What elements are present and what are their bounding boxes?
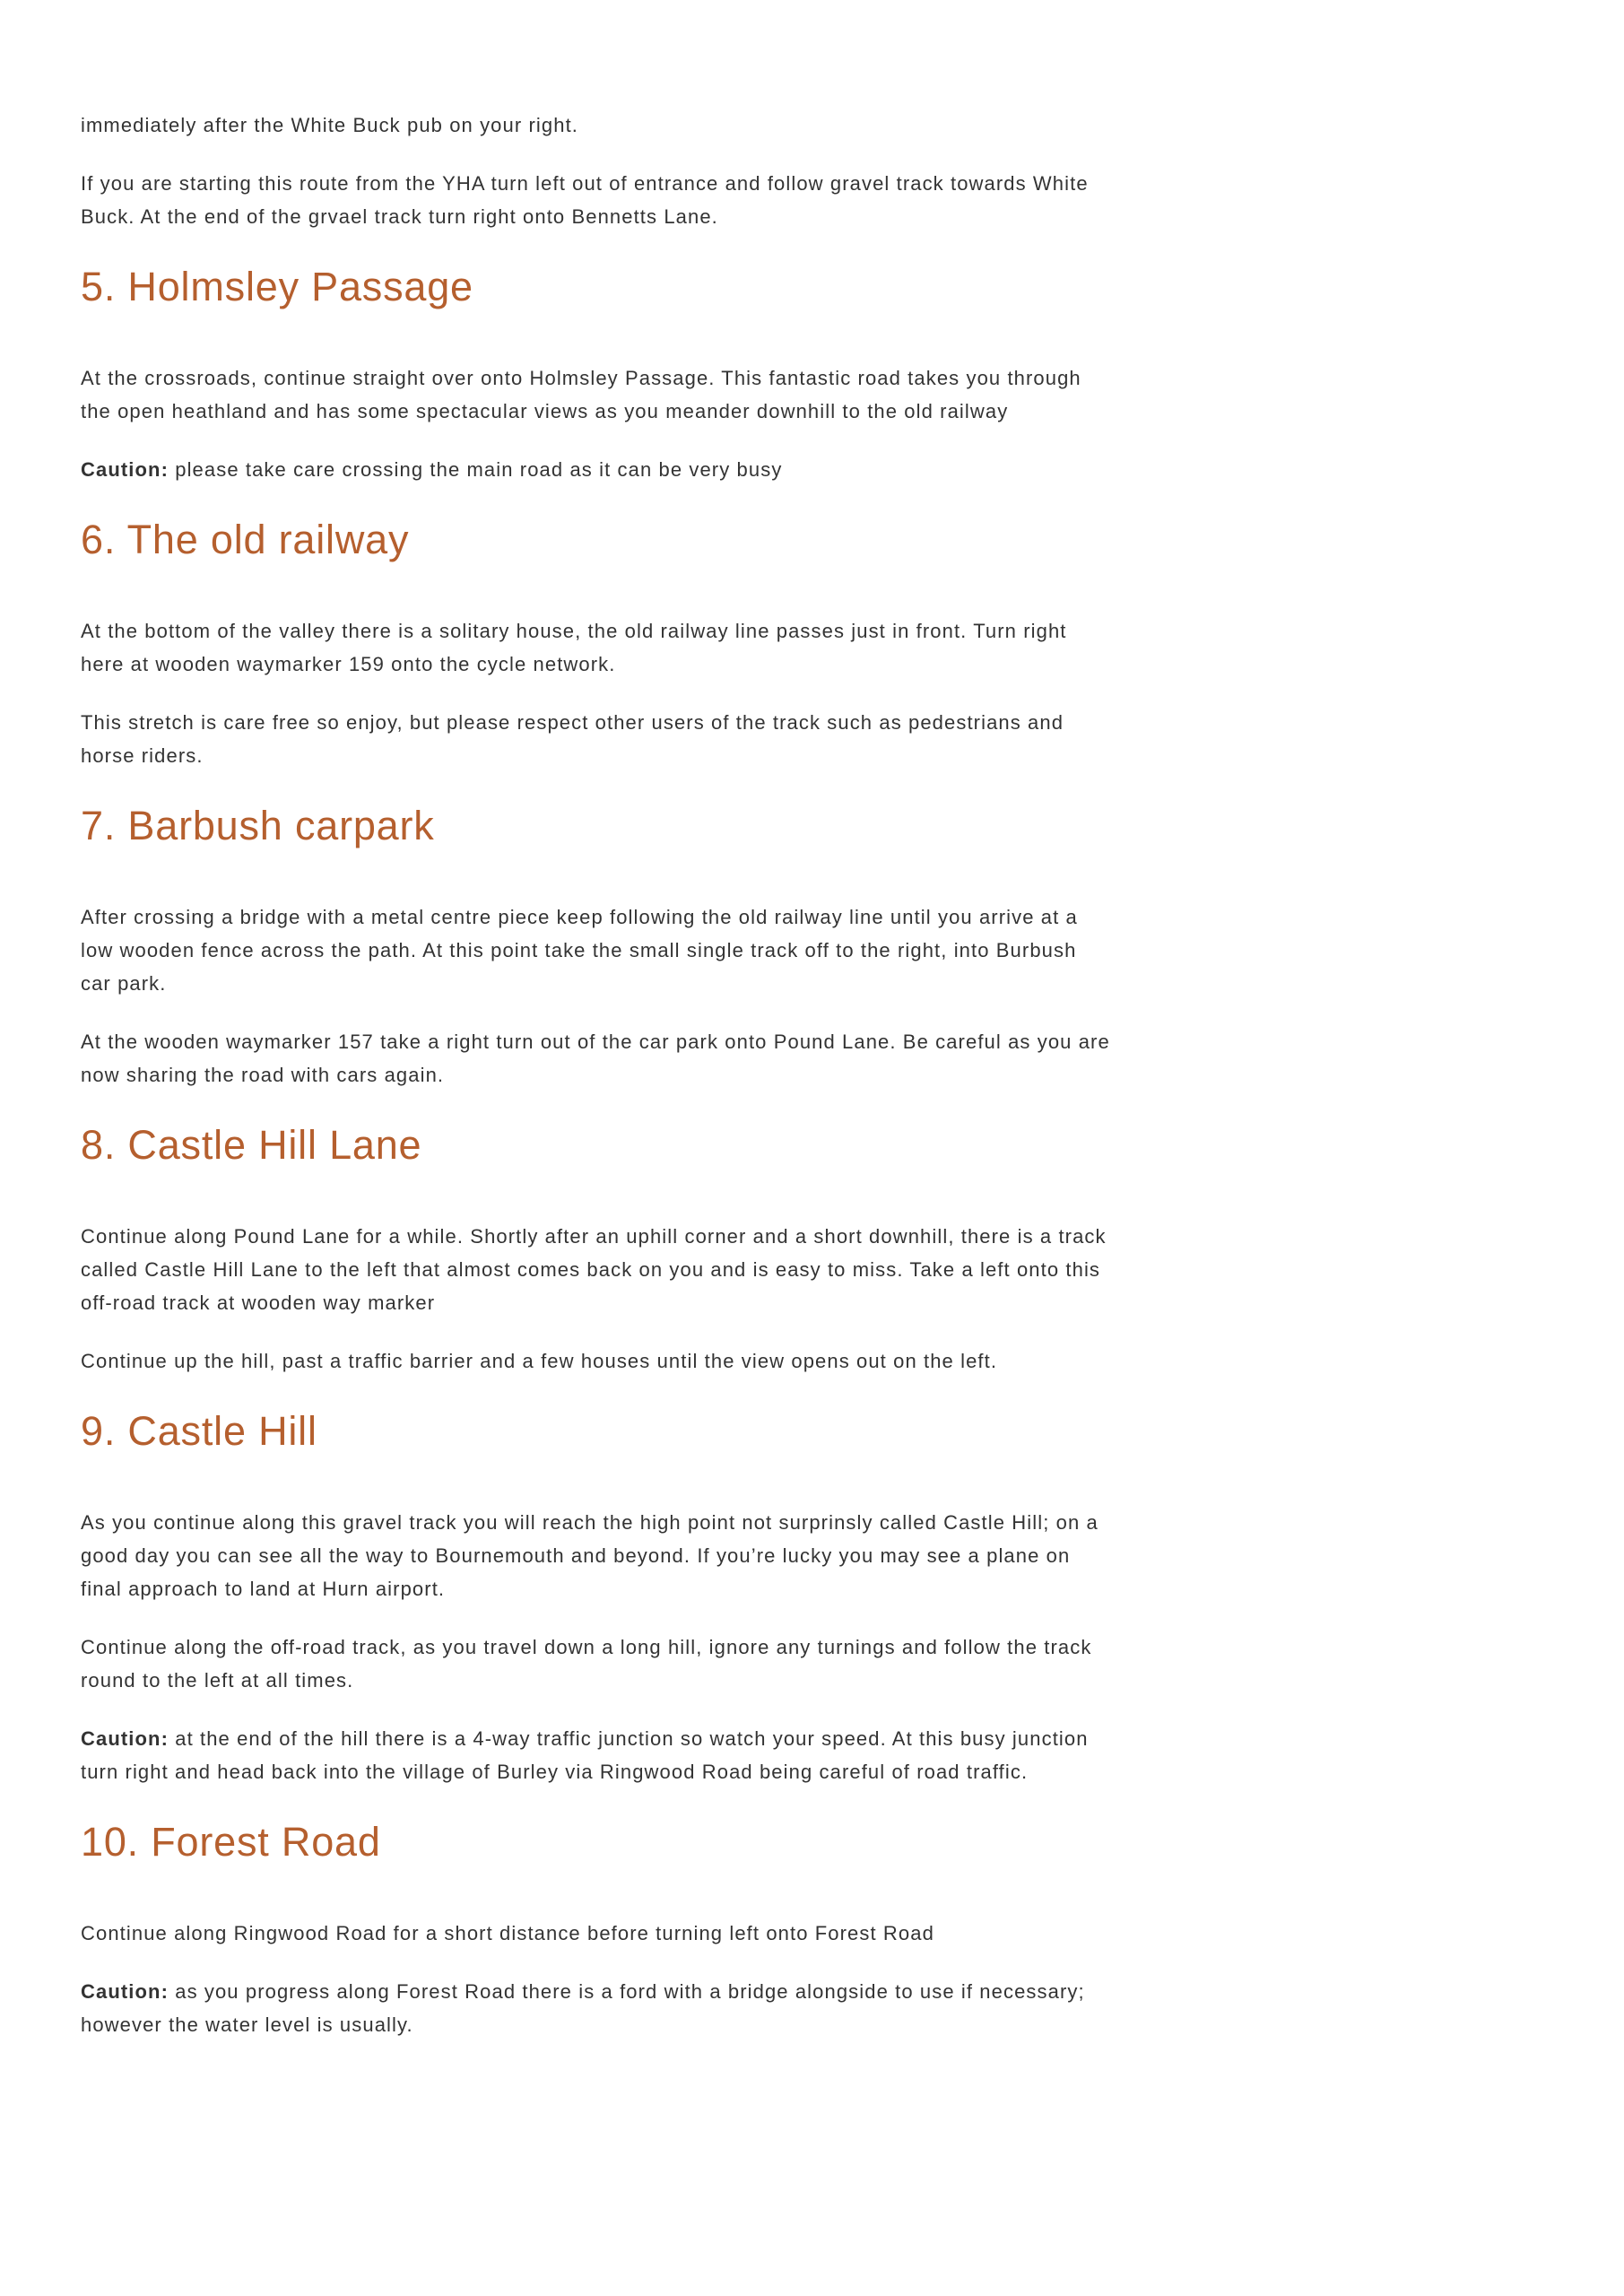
- paragraph-text: Continue up the hill, past a traffic barrier and a few houses until the view opens out on the left.: [81, 1350, 998, 1372]
- document-content: [81, 109, 1112, 2041]
- section-heading: 5. Holmsley Passage: [81, 264, 473, 309]
- section-heading: 8. Castle Hill Lane: [81, 1122, 422, 1168]
- section-heading: 6. The old railway: [81, 517, 410, 562]
- paragraph-text: immediately after the White Buck pub on your right.: [81, 114, 578, 136]
- caution-paragraph: [81, 1722, 1112, 1788]
- paragraph: [81, 1025, 1112, 1091]
- section-heading: 10. Forest Road: [81, 1819, 381, 1865]
- intro-paragraph: [81, 167, 1112, 233]
- paragraph-text: Continue along the off-road track, as you travel down a long hill, ignore any turnings and follow the track round to the left at all times.: [81, 1636, 1092, 1692]
- paragraph: [81, 361, 1112, 428]
- paragraph: [81, 1220, 1112, 1319]
- section-the-old-railway: [81, 516, 1112, 772]
- section-heading: 9. Castle Hill: [81, 1408, 317, 1454]
- section-forest-road: [81, 1818, 1112, 2041]
- section-castle-hill-lane: [81, 1121, 1112, 1378]
- paragraph-text: At the bottom of the valley there is a solitary house, the old railway line passes just in front. Turn right here at wooden waymarker 159 onto the cycle network.: [81, 620, 1067, 675]
- paragraph-text: Continue along Pound Lane for a while. Shortly after an uphill corner and a short downhill, there is a track called Castle Hill Lane to the left that almost comes back on you and is easy to miss. Take a left onto this off-road track at wooden way marker: [81, 1225, 1107, 1314]
- caution-label: Caution:: [81, 1980, 169, 2003]
- paragraph-text: If you are starting this route from the YHA turn left out of entrance and follow gravel track towards White Buck. At the end of the grvael track turn right onto Bennetts Lane.: [81, 172, 1089, 228]
- intro-paragraph: [81, 109, 1112, 142]
- caution-label: Caution:: [81, 458, 169, 481]
- paragraph-text: As you continue along this gravel track you will reach the high point not surprinsly called Castle Hill; on a good day you can see all the way to Bournemouth and beyond. If you’re lucky you may see a plane on final approach to land at Hurn airport.: [81, 1511, 1099, 1600]
- paragraph-text: as you progress along Forest Road there is a ford with a bridge alongside to use if necessary; however the water level is usually.: [81, 1980, 1085, 2036]
- paragraph: [81, 1917, 1112, 1950]
- section-heading: 7. Barbush carpark: [81, 803, 435, 848]
- caution-paragraph: [81, 453, 1112, 486]
- paragraph-text: Continue along Ringwood Road for a short distance before turning left onto Forest Road: [81, 1922, 934, 1944]
- paragraph: [81, 614, 1112, 681]
- section-barbush-carpark: [81, 802, 1112, 1091]
- caution-label: Caution:: [81, 1727, 169, 1750]
- paragraph: [81, 1631, 1112, 1697]
- paragraph-text: This stretch is care free so enjoy, but please respect other users of the track such as pedestrians and horse riders.: [81, 711, 1064, 767]
- paragraph: [81, 1344, 1112, 1378]
- section-castle-hill: [81, 1407, 1112, 1788]
- paragraph-text: at the end of the hill there is a 4-way traffic junction so watch your speed. At this busy junction turn right and head back into the village of Burley via Ringwood Road being careful of road traffic.: [81, 1727, 1089, 1783]
- paragraph: [81, 1506, 1112, 1605]
- section-holmsley-passage: [81, 263, 1112, 486]
- paragraph-text: After crossing a bridge with a metal centre piece keep following the old railway line until you arrive at a low wooden fence across the path. At this point take the small single track off to the right, into Burbush car park.: [81, 906, 1078, 995]
- caution-paragraph: [81, 1975, 1112, 2041]
- paragraph-text: At the wooden waymarker 157 take a right turn out of the car park onto Pound Lane. Be careful as you are now sharing the road with cars again.: [81, 1031, 1110, 1086]
- paragraph: [81, 706, 1112, 772]
- paragraph: [81, 900, 1112, 1000]
- paragraph-text: At the crossroads, continue straight over onto Holmsley Passage. This fantastic road takes you through the open heathland and has some spectacular views as you meander downhill to the old railway: [81, 367, 1081, 422]
- paragraph-text: please take care crossing the main road as it can be very busy: [169, 458, 783, 481]
